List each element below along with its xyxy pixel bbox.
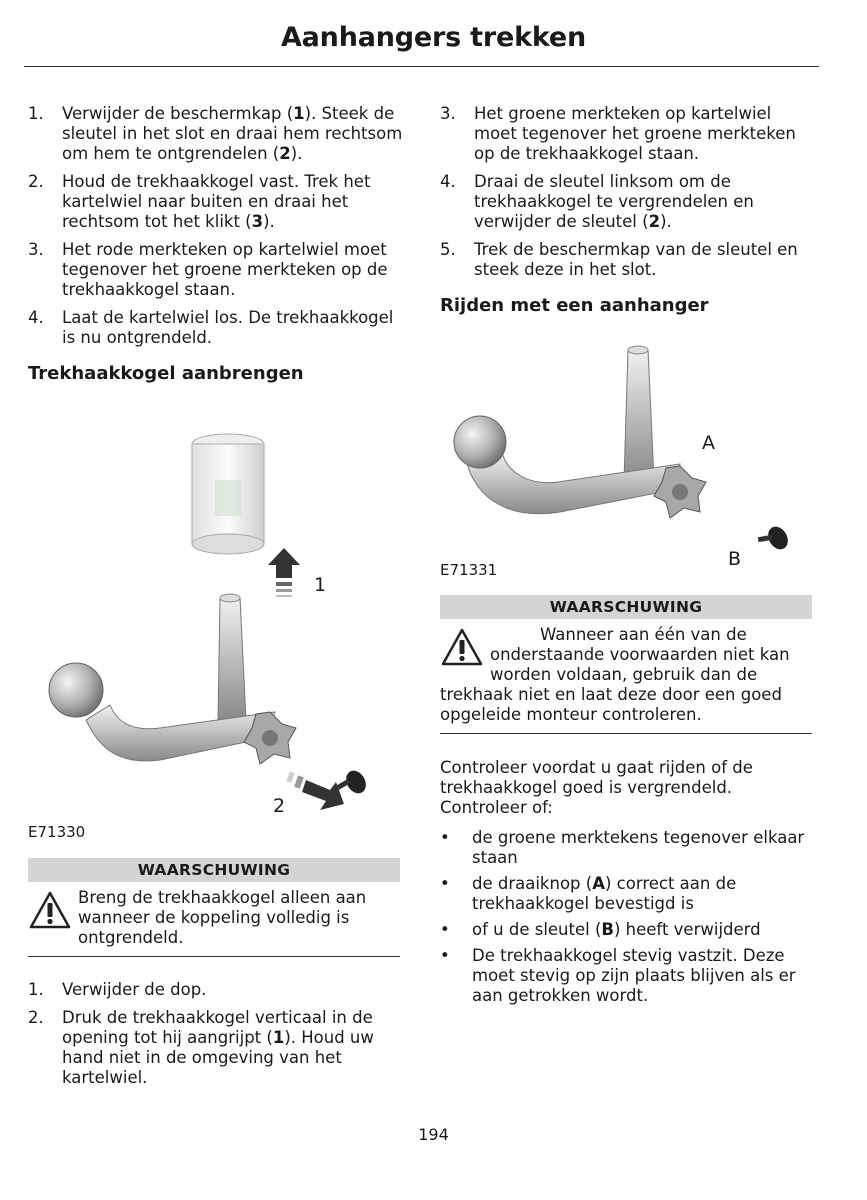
left-heading-block bbox=[28, 364, 404, 384]
step-item bbox=[440, 240, 816, 280]
step-text: Verwijder de dop. bbox=[62, 980, 207, 999]
callout-1: 1 bbox=[314, 574, 327, 596]
step-number: 3. bbox=[440, 104, 456, 123]
fit-steps-list bbox=[28, 980, 404, 1088]
towbar-fit-illustration bbox=[30, 420, 410, 820]
check-intro: Controleer voordat u gaat rijden of de trekhaakkogel goed is vergrendeld. Controleer of: bbox=[440, 758, 753, 817]
bullet-item bbox=[440, 874, 816, 914]
step-text: Laat de kartelwiel los. De trekhaakkogel is nu ontgrendeld. bbox=[62, 308, 394, 347]
right-heading-block bbox=[440, 296, 816, 316]
warning-text: Breng de trekhaakkogel alleen aan wanneer de koppeling volledig is ontgrendeld. bbox=[78, 888, 367, 947]
step-item bbox=[28, 308, 404, 348]
step-item bbox=[440, 172, 816, 232]
warning-title: WAARSCHUWING bbox=[28, 858, 400, 882]
warning-body bbox=[28, 882, 400, 957]
bullet-text: of u de sleutel (B) heeft verwijderd bbox=[472, 920, 761, 939]
left-column bbox=[28, 104, 404, 356]
step-item bbox=[28, 980, 404, 1000]
step-item bbox=[440, 104, 816, 164]
section-heading-fit: Trekhaakkogel aanbrengen bbox=[28, 363, 304, 384]
reference-number: 1 bbox=[272, 1028, 285, 1047]
reference-number: 2 bbox=[648, 212, 661, 231]
bullet-text: de draaiknop (A) correct aan de trekhaakkogel bevestigd is bbox=[472, 874, 737, 913]
bullet-item bbox=[440, 920, 816, 940]
reference-number: 3 bbox=[251, 212, 264, 231]
reference-number: 2 bbox=[279, 144, 291, 163]
step-number: 1. bbox=[28, 104, 44, 123]
unlock-steps-list bbox=[28, 104, 404, 348]
page-title: Aanhangers trekken bbox=[280, 22, 587, 53]
step-text: Houd de trekhaakkogel vast. Trek het kartelwiel naar buiten en draai het rechtsom tot het klikt (3). bbox=[62, 172, 371, 231]
callout-b: B bbox=[728, 548, 742, 570]
reference-number: A bbox=[592, 874, 605, 893]
key-icon bbox=[758, 523, 792, 553]
bullet-marker: • bbox=[440, 874, 450, 893]
bullet-marker: • bbox=[440, 828, 450, 847]
bullet-item bbox=[440, 946, 816, 1006]
bullet-text: De trekhaakkogel stevig vastzit. Deze moet stevig op zijn plaats blijven als er aan getrokken wordt. bbox=[472, 946, 796, 1005]
step-item bbox=[28, 1008, 404, 1088]
page-number: 194 bbox=[418, 1125, 449, 1144]
warning-body bbox=[440, 619, 812, 734]
figure-code-right: E71331 bbox=[440, 561, 498, 579]
step-number: 3. bbox=[28, 240, 44, 259]
step-item bbox=[28, 104, 404, 164]
step-number: 2. bbox=[28, 172, 44, 191]
towbar-icon bbox=[49, 594, 296, 764]
step-number: 2. bbox=[28, 1008, 44, 1027]
cap-icon bbox=[192, 434, 264, 554]
warning-triangle-icon bbox=[28, 890, 72, 930]
step-number: 1. bbox=[28, 980, 44, 999]
step-number: 4. bbox=[28, 308, 44, 327]
step-number: 5. bbox=[440, 240, 456, 259]
callout-2: 2 bbox=[273, 795, 286, 817]
step-text: Draai de sleutel linksom om de trekhaakkogel te vergrendelen en verwijder de sleutel (2). bbox=[474, 172, 754, 231]
bullet-text: de groene merktekens tegenover elkaar staan bbox=[472, 828, 805, 867]
bullet-marker: • bbox=[440, 920, 450, 939]
towbar-driving-illustration bbox=[440, 340, 816, 570]
step-text: Druk de trekhaakkogel verticaal in de opening tot hij aangrijpt (1). Houd uw hand niet in de omgeving van het kartelwiel. bbox=[62, 1008, 374, 1087]
step-item bbox=[28, 172, 404, 232]
lock-steps-list bbox=[440, 104, 816, 280]
warning-title: WAARSCHUWING bbox=[440, 595, 812, 619]
bullet-marker: • bbox=[440, 946, 450, 965]
title-divider bbox=[24, 66, 819, 67]
figure-code-left: E71330 bbox=[28, 823, 86, 841]
arrow-right-icon bbox=[286, 767, 369, 810]
arrow-up-icon bbox=[268, 548, 300, 597]
towbar-icon bbox=[454, 346, 706, 518]
step-text: Het rode merkteken op kartelwiel moet tegenover het groene merkteken op de trekhaakkogel staan. bbox=[62, 240, 388, 299]
callout-a: A bbox=[702, 432, 715, 454]
check-block bbox=[440, 758, 816, 1012]
warning-text: Wanneer aan één van de onderstaande voorwaarden niet kan worden voldaan, gebruik dan de trekhaak niet en laat deze door een goed opgeleide monteur controleren. bbox=[440, 625, 790, 724]
fit-steps-block bbox=[28, 980, 404, 1096]
reference-number: B bbox=[601, 920, 614, 939]
reference-number: 1 bbox=[293, 104, 305, 123]
warning-box-right bbox=[440, 595, 812, 734]
bullet-item bbox=[440, 828, 816, 868]
right-column bbox=[440, 104, 816, 288]
towbar-driving-figure bbox=[440, 340, 816, 570]
check-bullets-list bbox=[440, 828, 816, 1006]
towbar-fit-figure bbox=[30, 420, 410, 820]
warning-triangle-icon bbox=[440, 627, 484, 667]
step-item bbox=[28, 240, 404, 300]
step-text: Verwijder de beschermkap (1). Steek de sleutel in het slot en draai hem rechtsom om hem te ontgrendelen (2). bbox=[62, 104, 403, 163]
step-number: 4. bbox=[440, 172, 456, 191]
section-heading-driving: Rijden met een aanhanger bbox=[440, 295, 709, 316]
step-text: Het groene merkteken op kartelwiel moet tegenover het groene merkteken op de trekhaakkogel staan. bbox=[474, 104, 796, 163]
step-text: Trek de beschermkap van de sleutel en steek deze in het slot. bbox=[474, 240, 798, 279]
warning-box-left bbox=[28, 858, 400, 957]
